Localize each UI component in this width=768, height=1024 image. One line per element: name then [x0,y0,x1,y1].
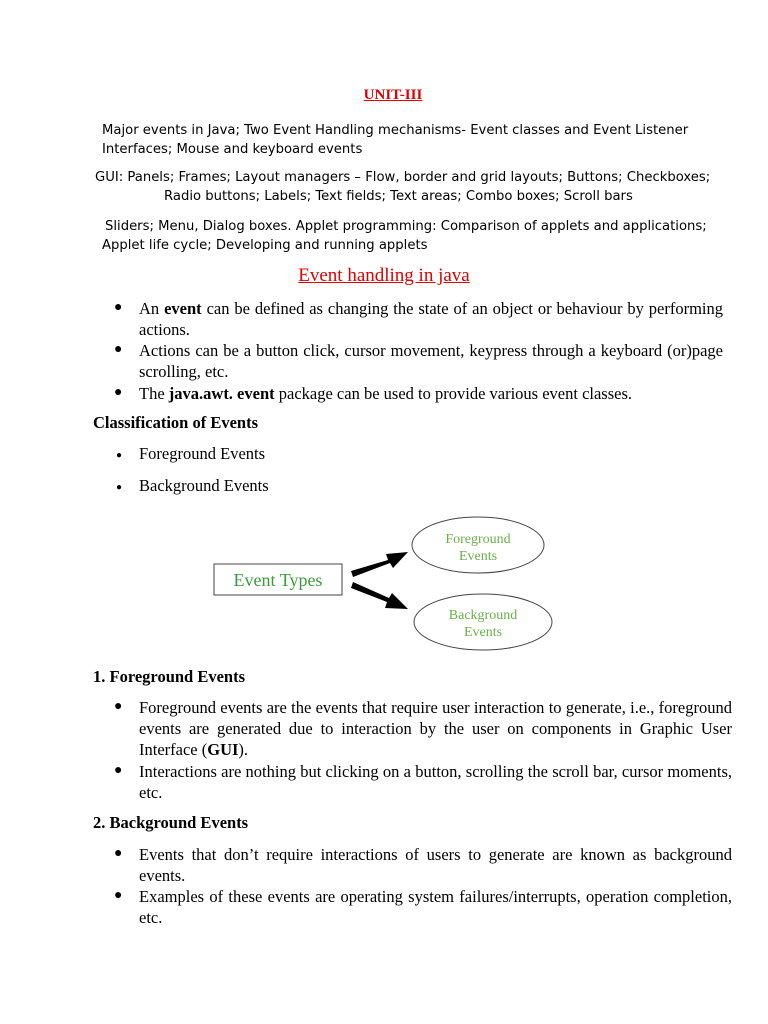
bullet-icon: ● [114,300,123,315]
syllabus-line: GUI: Panels; Frames; Layout managers – Flow, border and grid layouts; Buttons; Checkboxes; [95,170,711,185]
syllabus-line: Radio buttons; Labels; Text fields; Text areas; Combo boxes; Scroll bars [164,189,633,204]
bullet-item: Interactions are nothing but clicking on a button, scrolling the scroll bar, cursor moments, etc. [139,762,732,802]
bullet-icon: ● [114,888,123,903]
bullet-icon: ● [116,450,123,461]
bullet-icon: ● [114,385,123,400]
unit-title: UNIT-III [363,87,423,103]
foreground-node-label: Foreground [445,532,511,547]
bullet-item: The java.awt. event package can be used to provide various event classes. [139,384,633,403]
bullet-item: Events that don’t require interactions of users to generate are known as background events. [139,845,732,885]
section-title: Event handling in java [298,265,470,286]
bullet-item: Foreground events are the events that require user interaction to generate, i.e., foreground events are generated due to interaction by the user on components in Graphic User Interface (GUI). [139,698,732,759]
foreground-heading: 1. Foreground Events [93,667,246,686]
bullet-icon: ● [114,763,123,778]
background-node-label: Events [463,625,503,640]
event-types-label: Event Types [233,570,323,590]
bullet-icon: ● [114,699,123,714]
syllabus-line: Sliders; Menu, Dialog boxes. Applet programming: Comparison of applets and applications; [105,219,707,234]
bullet-item: Examples of these events are operating system failures/interrupts, operation completion, etc. [139,887,732,927]
syllabus-line: Major events in Java; Two Event Handling mechanisms- Event classes and Event Listener [102,123,689,138]
arrow-icon [351,552,408,609]
classification-heading: Classification of Events [93,413,258,432]
background-node-label: Background [448,608,518,623]
bullet-item: Actions can be a button click, cursor movement, keypress through a keyboard (or)page scrolling, etc. [139,341,723,381]
event-types-diagram [200,505,570,655]
bullet-icon: ● [114,846,123,861]
syllabus-line: Interfaces; Mouse and keyboard events [102,142,363,157]
bullet-icon: ● [116,482,123,493]
syllabus-line: Applet life cycle; Developing and running applets [102,238,428,253]
bullet-icon: ● [114,342,123,357]
classification-item: Background Events [139,476,269,495]
classification-item: Foreground Events [139,444,266,463]
bullet-item: An event can be defined as changing the state of an object or behaviour by performing actions. [139,299,723,339]
background-heading: 2. Background Events [93,813,249,832]
foreground-node-label: Events [458,549,498,564]
